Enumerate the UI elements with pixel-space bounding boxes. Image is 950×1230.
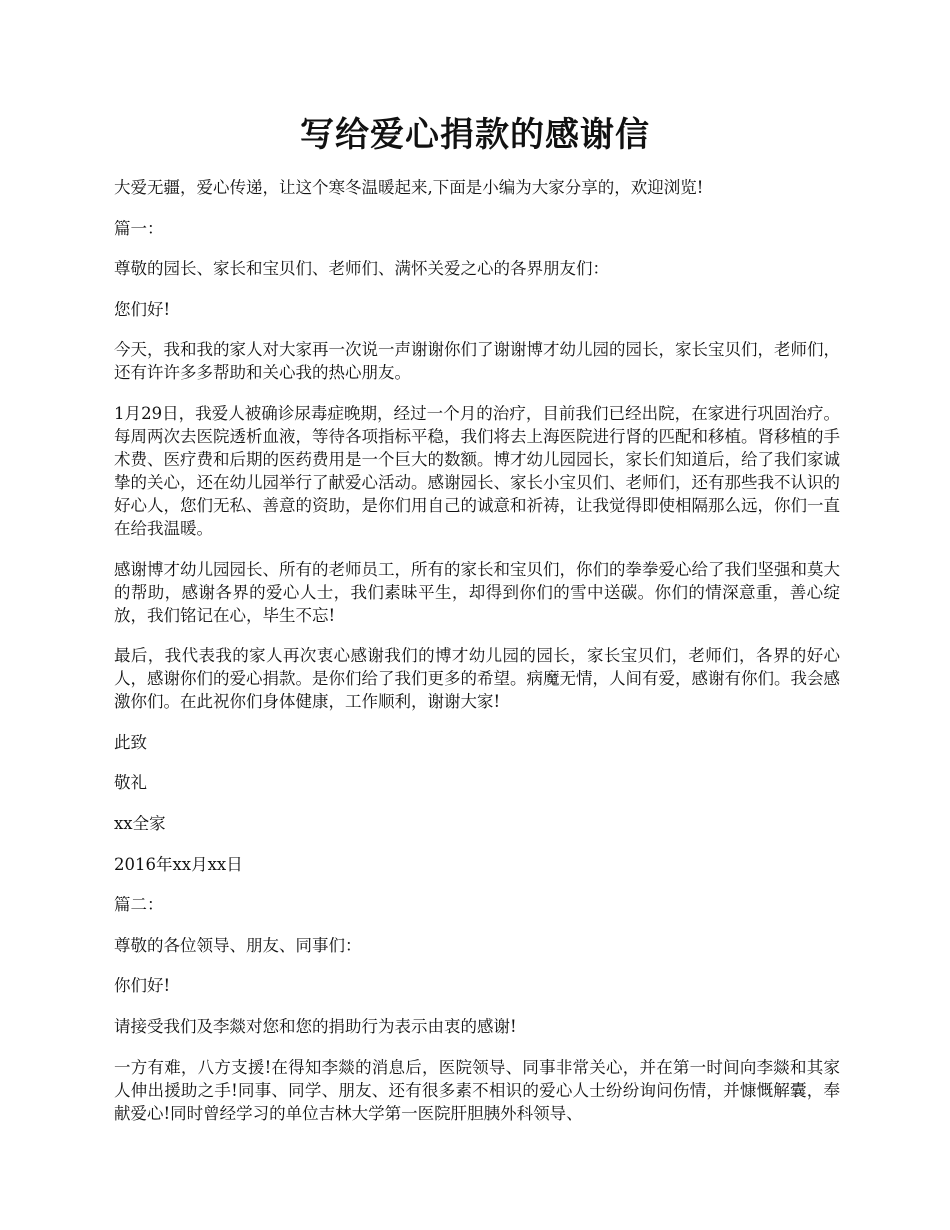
closing-line: 敬礼	[114, 773, 147, 793]
document-body	[114, 176, 840, 1142]
signature: xx全家	[114, 813, 166, 833]
closing-line: 此致	[114, 732, 147, 752]
intro-paragraph: 大爱无疆，爱心传递，让这个寒冬温暖起来,下面是小编为大家分享的，欢迎浏览!	[114, 178, 704, 197]
section-heading-1: 篇一：	[114, 218, 164, 238]
greeting-2: 你们好!	[114, 976, 171, 996]
body-paragraph: 感谢博才幼儿园园长、所有的老师员工，所有的家长和宝贝们，你们的拳拳爱心给了我们坚强和莫大的帮助，感谢各界的爱心人士，我们素昧平生，却得到你们的雪中送碳。你们的情深意重，善心绽放，我们铭记在心，毕生不忘!	[114, 559, 840, 625]
salutation-2: 尊敬的各位领导、朋友、同事们：	[114, 935, 362, 955]
salutation-1: 尊敬的园长、家长和宝贝们、老师们、满怀关爱之心的各界朋友们：	[114, 259, 609, 279]
body-paragraph: 1月29日，我爱人被确诊尿毒症晚期，经过一个月的治疗，目前我们已经出院，在家进行巩固治疗。每周两次去医院透析血液，等待各项指标平稳，我们将去上海医院进行肾的匹配和移植。肾移植的手术费、医疗费和后期的医药费用是一个巨大的数额。博才幼儿园园长，家长们知道后，给了我们家诚挚的关心，还在幼儿园举行了献爱心活动。感谢园长、家长小宝贝们、老师们，还有那些我不认识的好心人，您们无私、善意的资助，是你们用自己的诚意和祈祷，让我觉得即使相隔那么远，你们一直在给我温暖。	[114, 403, 840, 538]
body-paragraph: 一方有难，八方支援!在得知李燚的消息后，医院领导、同事非常关心，并在第一时间向李燚和其家人伸出援助之手!同事、同学、朋友、还有很多素不相识的爱心人士纷纷询问伤情，并慷慨解囊，奉献爱心!同时曾经学习的单位吉林大学第一医院肝胆胰外科领导、	[114, 1057, 840, 1123]
body-paragraph: 最后，我代表我的家人再次衷心感谢我们的博才幼儿园的园长，家长宝贝们，老师们，各界的好心人，感谢你们的爱心捐款。是你们给了我们更多的希望。病魔无情，人间有爱，感谢有你们。我会感激你们。在此祝你们身体健康，工作顺利，谢谢大家!	[114, 646, 840, 712]
body-paragraph: 请接受我们及李燚对您和您的捐助行为表示由衷的感谢!	[114, 1016, 517, 1036]
section-heading-2: 篇二：	[114, 895, 164, 915]
date-line: 2016年xx月xx日	[114, 854, 243, 874]
greeting-1: 您们好!	[114, 299, 171, 319]
document-title: 写给爱心捐款的感谢信	[300, 115, 650, 155]
body-paragraph: 今天，我和我的家人对大家再一次说一声谢谢你们了谢谢博才幼儿园的园长，家长宝贝们，老师们，还有许许多多帮助和关心我的热心朋友。	[114, 340, 840, 383]
